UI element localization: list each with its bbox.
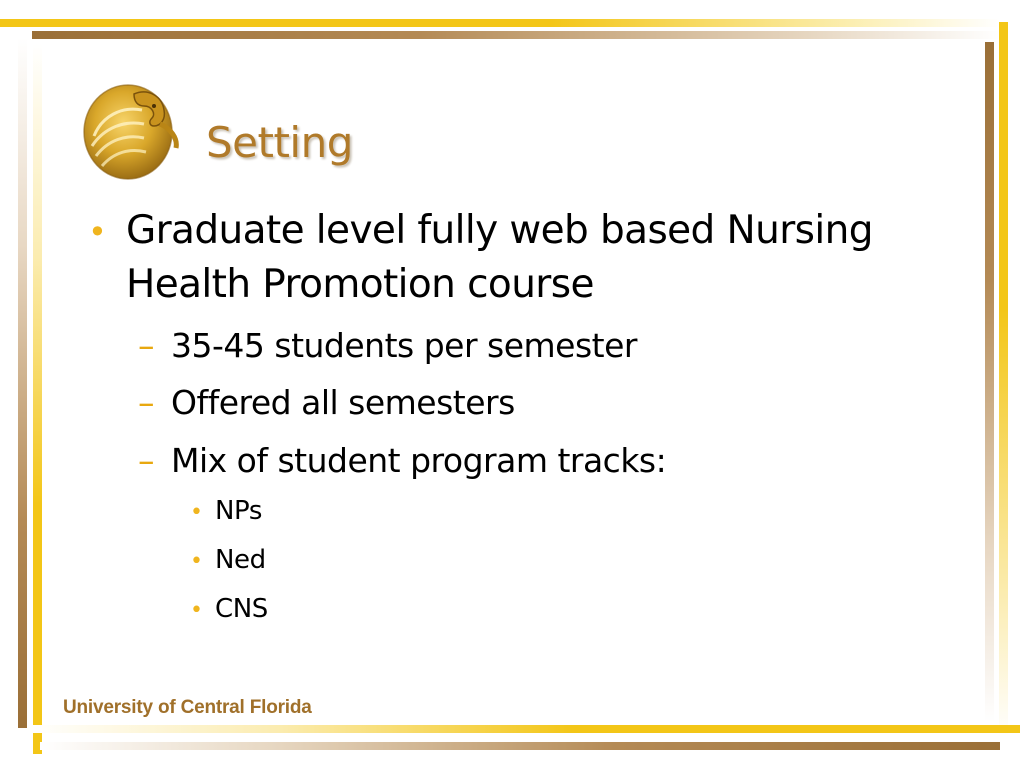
slide-title: Setting xyxy=(206,118,353,167)
sub-sub-bullet: CNS xyxy=(215,594,268,624)
slide-footer: University of Central Florida xyxy=(63,697,312,718)
sub-sub-bullet: NPs xyxy=(215,496,263,526)
bullet-marker: • xyxy=(190,549,203,574)
sub-sub-bullet: Ned xyxy=(215,545,266,575)
dash-marker: – xyxy=(138,326,155,365)
bullet-marker: • xyxy=(190,500,203,525)
sub-bullet: Mix of student program tracks: xyxy=(171,441,667,480)
dash-marker: – xyxy=(138,441,155,480)
sub-bullet: 35-45 students per semester xyxy=(171,326,637,365)
bullet-marker: • xyxy=(88,213,107,251)
bullet-text-line-1: Graduate level fully web based Nursing xyxy=(126,208,873,253)
bullet-text-line-2: Health Promotion course xyxy=(126,262,594,307)
dash-marker: – xyxy=(138,383,155,422)
bullet-marker: • xyxy=(190,598,203,623)
sub-bullet: Offered all semesters xyxy=(171,383,515,422)
